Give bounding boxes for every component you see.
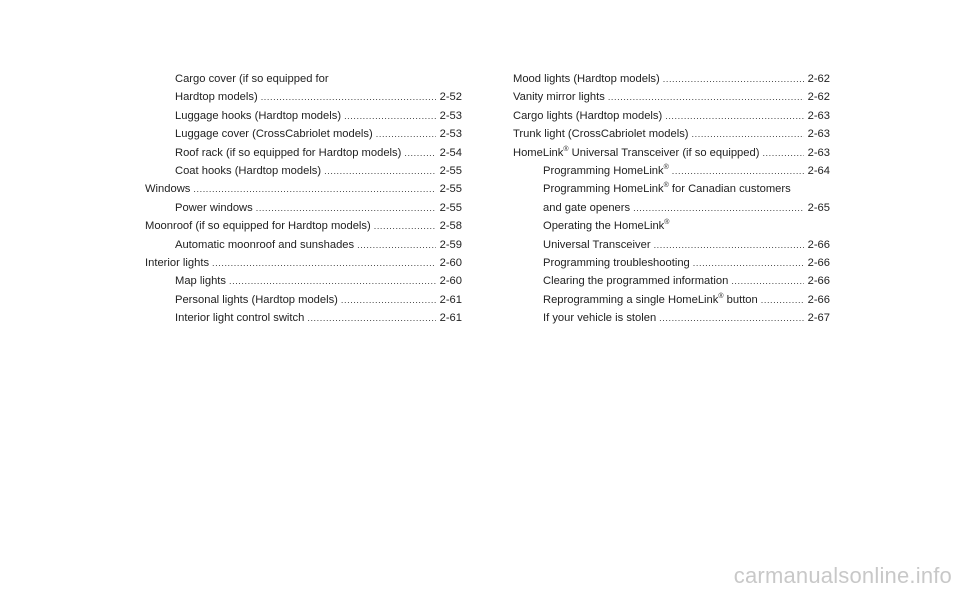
toc-entry-page: 2-55 [439,165,462,178]
toc-entry-page: 2-66 [807,275,830,288]
dot-leader [608,88,804,106]
toc-entry [145,236,462,254]
toc-entry [145,162,462,180]
toc-entry-title [513,107,662,125]
toc-entry-page: 2-55 [439,183,462,196]
toc-entry [513,199,830,217]
toc-entry-title [543,236,651,254]
toc-entry [513,291,830,309]
toc-entry-page: 2-66 [807,257,830,270]
toc-entry-text: If your vehicle is stolen [543,312,657,325]
toc-entry-page: 2-60 [439,257,462,270]
toc-entry-title: Automatic moonroof and sunshades [175,238,355,251]
toc-entry [145,217,462,235]
registered-mark: ® [664,219,670,227]
toc-entry-page: 2-58 [439,220,462,233]
toc-entry-title: Coat hooks (Hardtop models) [175,165,322,178]
watermark-text: carmanualsonline.info [733,563,952,588]
toc-entry [145,309,462,327]
registered-mark: ® [563,145,569,153]
dot-leader [654,236,804,254]
toc-entry [145,107,462,125]
dot-leader [374,217,436,235]
toc-entry [145,144,462,162]
dot-leader [261,88,436,106]
toc-entry-text-suffix: button [723,293,758,306]
toc-entry-text: Programming troubleshooting [543,257,690,270]
toc-entry-title: Personal lights (Hardtop models) [175,293,338,306]
toc-entry-title: Moonroof (if so equipped for Hardtop models) [145,220,371,233]
toc-entry [145,88,462,106]
toc-entry [513,236,830,254]
toc-entry-page: 2-66 [807,238,830,251]
toc-entry [513,180,830,198]
toc-entry-text-suffix: for Canadian customers [668,183,791,196]
toc-entry-text: Clearing the programmed information [543,275,729,288]
toc-entry-page: 2-63 [807,109,830,122]
toc-entry-text: Operating the HomeLink [543,220,665,233]
toc-entry-title: Luggage cover (CrossCabriolet models) [175,128,373,141]
toc-entry [145,199,462,217]
dot-leader [193,180,435,198]
toc-entry-page: 2-62 [807,73,830,85]
dot-leader [376,125,436,143]
toc-entry-page: 2-63 [807,146,830,159]
dot-leader [731,272,803,290]
dot-leader [672,162,804,180]
toc-entry-text-suffix: Universal Transceiver (if so equipped) [568,146,760,159]
toc-entry-text: Vanity mirror lights [513,91,605,104]
dot-leader [341,291,436,309]
dot-leader [357,236,435,254]
registered-mark: ® [718,292,724,300]
dot-leader [692,125,804,143]
toc-entry-text: Cargo lights (Hardtop models) [513,109,663,122]
toc-entry [145,291,462,309]
toc-entry-page: 2-55 [439,201,462,214]
toc-entry-page: 2-60 [439,275,462,288]
toc-entry-page: 2-65 [807,201,830,214]
toc-entry-title [513,70,660,88]
toc-entry [513,70,830,88]
dot-leader [633,199,804,217]
toc-entry-title [513,144,759,162]
toc-entry-title [543,291,758,309]
toc-entry-page: 2-61 [439,312,462,325]
toc-entry-title: Interior lights [145,257,210,270]
toc-entry [513,162,830,180]
toc-entry-title: Roof rack (if so equipped for Hardtop models) [175,146,402,159]
toc-entry-title [543,254,690,272]
toc-entry-title [543,199,630,217]
toc-entry-title [543,217,669,235]
toc-entry [513,254,830,272]
toc-entry-text: Programming HomeLink [543,183,664,196]
toc-entry-page: 2-66 [807,293,830,306]
toc-entry-text: Programming HomeLink [543,165,664,178]
toc-entry-title: Power windows [175,201,253,214]
dot-leader [665,107,803,125]
toc-entry-text: HomeLink [513,146,564,159]
toc-left-column [145,70,462,328]
toc-entry-title: Windows [145,183,191,196]
toc-entry-page: 2-53 [439,128,462,141]
dot-leader [762,144,803,162]
registered-mark: ® [663,182,669,190]
dot-leader [212,254,436,272]
toc-entry-text: and gate openers [543,201,631,214]
toc-entry-page: 2-64 [807,165,830,178]
toc-right-column [513,70,830,328]
toc-entry-page: 2-53 [439,109,462,122]
toc-entry-title [543,162,669,180]
toc-entry [513,107,830,125]
toc-entry [145,180,462,198]
dot-leader [663,70,804,88]
toc-entry-title [513,88,605,106]
toc-entry-page: 2-61 [439,293,462,306]
toc-entry-title: Luggage hooks (Hardtop models) [175,109,342,122]
toc-entry-text: Universal Transceiver [543,238,651,251]
toc-entry [513,217,830,235]
toc-entry [513,272,830,290]
toc-entry-page: 2-63 [807,128,830,141]
toc-entry-page: 2-54 [439,146,462,159]
toc-entry [513,125,830,143]
toc-entry-text: Trunk light (CrossCabriolet models) [513,128,689,141]
dot-leader [256,199,436,217]
toc-entry-title: Hardtop models) [175,91,258,104]
dot-leader [307,309,435,327]
toc-entry-text: Mood lights (Hardtop models) [513,73,660,85]
dot-leader [693,254,804,272]
toc-entry-page: 2-59 [439,238,462,251]
toc-entry [513,144,830,162]
dot-leader [659,309,803,327]
toc-entry [145,70,462,88]
toc-entry [145,125,462,143]
toc-entry-title [543,309,656,327]
toc-entry [145,272,462,290]
dot-leader [229,272,436,290]
dot-leader [324,162,435,180]
toc-entry-text: Reprogramming a single HomeLink [543,293,719,306]
toc-entry-title [543,272,728,290]
toc-entry [145,254,462,272]
dot-leader [344,107,436,125]
registered-mark: ® [663,164,669,172]
toc-entry-page: 2-52 [439,91,462,104]
toc-entry-title [513,125,689,143]
toc-entry [513,309,830,327]
toc-entry-title [543,180,791,198]
toc-entry-title: Map lights [175,275,226,288]
toc-entry-page: 2-67 [807,312,830,325]
toc-entry-title: Interior light control switch [175,312,305,325]
toc-entry [513,88,830,106]
dot-leader [761,291,804,309]
toc-entry-title: Cargo cover (if so equipped for [175,73,329,85]
toc-entry-page: 2-62 [807,91,830,104]
dot-leader [404,144,435,162]
